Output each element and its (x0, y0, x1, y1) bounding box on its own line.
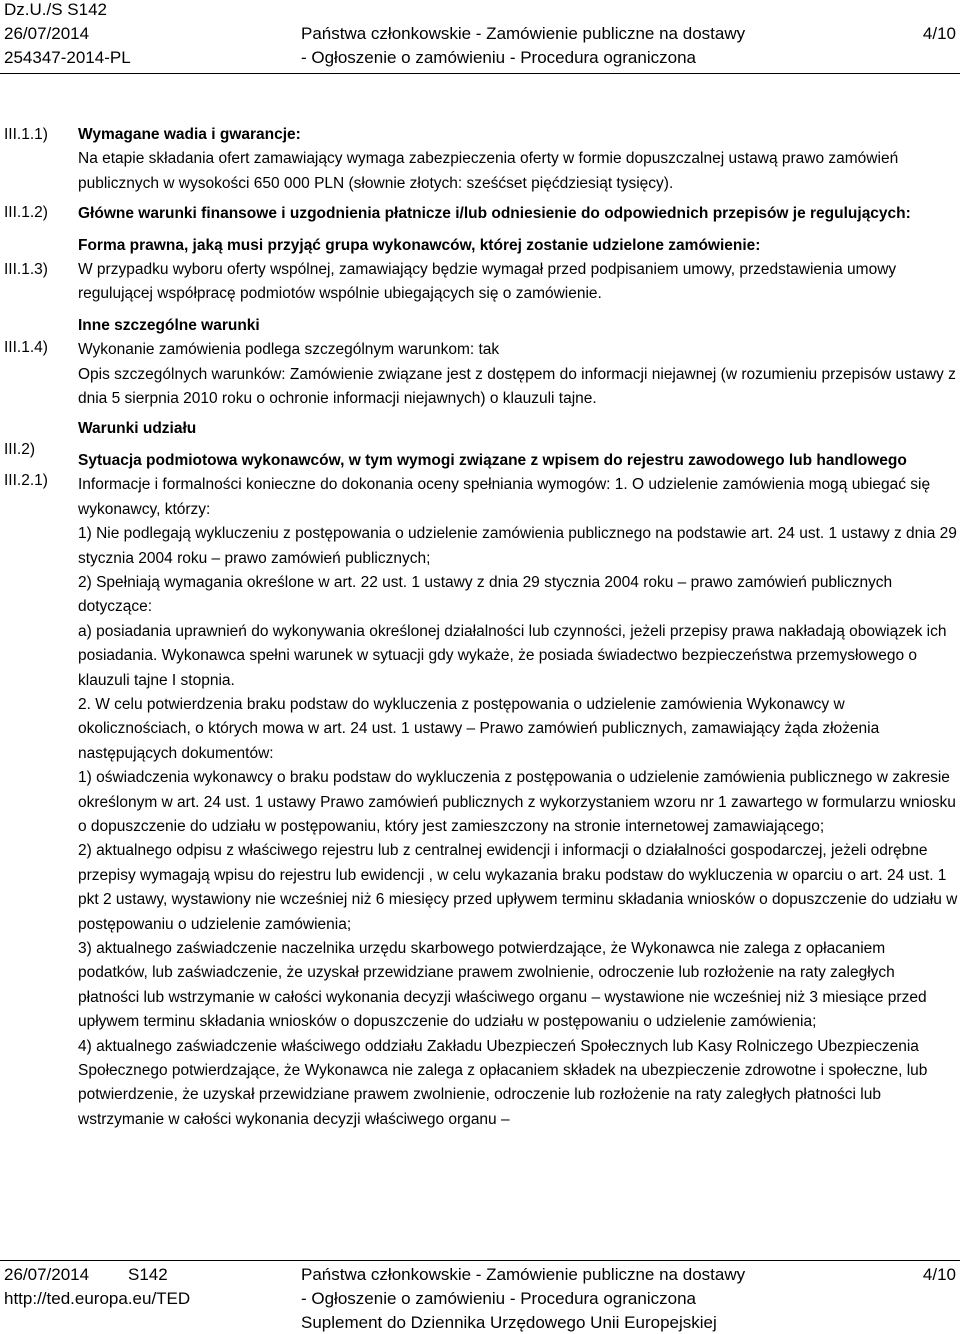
footer-title: Państwa członkowskie - Zamówienie publiczne na dostawy (301, 1265, 746, 1284)
section-heading: Forma prawna, jaką musi przyjąć grupa wykonawców, której zostanie udzielone zamówienie: (78, 236, 761, 254)
section-line: 2) Spełniają wymagania określone w art. 22 ust. 1 ustawy z dnia 29 stycznia 2004 roku – prawo zamówień publicznych dotyczące: (78, 573, 893, 616)
section-line: 3) aktualnego zaświadczenie naczelnika urzędu skarbowego potwierdzające, że Wykonawca nie zalega z opłacaniem podatków, lub zaświadczenie, że uzyskał przewidziane prawem zwolnienie, odroczenie lub rozłożenie na raty zaległych płatności lub wstrzymanie w całości wykonania decyzji właściwego organu – wystawione nie wcześniej niż 3 miesiące przed upływem terminu składania wniosków o dopuszczenie do udziału w postępowaniu o udzielenie zamówienia; (78, 940, 927, 1031)
section-number: III.1.4) (4, 339, 48, 356)
section-number: III.2.1) (4, 472, 48, 489)
section-heading: Sytuacja podmiotowa wykonawców, w tym wymogi związane z wpisem do rejestru zawodowego lub handlowego (78, 451, 907, 469)
section-line: a) posiadania uprawnień do wykonywania określonej działalności lub czynności, jeżeli przepisy prawa nakładają obowiązek ich posiadania. Wykonawca spełni warunek w sytuacji gdy wykaże, że posiada świadectwo bezpieczeństwa przemysłowego o klauzuli tajne I stopnia. (78, 622, 947, 689)
section-number: III.2) (4, 441, 36, 458)
header-page-number: 4/10 (922, 24, 956, 43)
section-line: 2. W celu potwierdzenia braku podstaw do wykluczenia z postępowania o udzielenie zamówienia Wykonawcy w okolicznościach, o których mowa w art. 24 ust. 1 ustawy – Prawo zamówień publicznych, zamawiający żąda złożenia następujących dokumentów: (78, 695, 880, 762)
section-number: III.1.3) (4, 261, 48, 278)
section-heading: Warunki udziału (78, 420, 197, 438)
section-line: 1) Nie podlegają wykluczeniu z postępowania o udzielenie zamówienia publicznego na podstawie art. 24 ust. 1 ustawy z dnia 29 stycznia 2004 roku – prawo zamówień publicznych; (78, 525, 957, 567)
header-notice-id: 254347-2014-PL (4, 48, 131, 67)
section-line: 2) aktualnego odpisu z właściwego rejestru lub z centralnej ewidencji i informacji o działalności gospodarczej, jeżeli odrębne przepisy wymagają wpisu do rejestru lub ewidencji , w celu wykazania braku podstaw do wykluczenia w oparciu o art. 24 ust. 1 pkt 2 ustawy, wystawiony nie wcześniej niż 6 miesięcy przed upływem terminu składania wniosków o dopuszczenie do udziału w postępowaniu o udzielenie zamówienia; (78, 842, 958, 933)
footer-url[interactable]: http://ted.europa.eu/TED (4, 1289, 191, 1308)
section-line: 1) oświadczenia wykonawcy o braku podstaw do wykluczenia z postępowania o udzielenie zamówienia publicznego w zakresie określonym w art. 24 ust. 1 ustawy Prawo zamówień publicznych z wykorzystaniem wzoru nr 1 zawartego w formularzu wniosku o dopuszczenie do udziału w postępowaniu, który jest zamieszczony na stronie internetowej zamawiającego; (78, 769, 956, 835)
footer-date: 26/07/2014 (4, 1265, 90, 1284)
section-number: III.1.1) (4, 126, 48, 143)
document-body (78, 123, 958, 1132)
section-line: Opis szczególnych warunków: Zamówienie związane jest z dostępem do informacji niejawnej (w rozumieniu przepisów ustawy z dnia 5 sierpnia 2010 roku o ochronie informacji niejawnych) o klauzuli tajne. (78, 365, 956, 408)
footer-page-number: 4/10 (922, 1265, 956, 1284)
footer-supplement: Suplement do Dziennika Urzędowego Unii Europejskiej (301, 1313, 717, 1332)
footer-subtitle: - Ogłoszenie o zamówieniu - Procedura ograniczona (301, 1289, 696, 1308)
header-date: 26/07/2014 (4, 24, 90, 43)
section-line: Informacje i formalności konieczne do dokonania oceny spełniania wymogów: 1. O udzielenie zamówienia mogą ubiegać się wykonawcy, którzy: (78, 476, 931, 518)
section-text: Na etapie składania ofert zamawiający wymaga zabezpieczenia oferty w formie dopuszczalnej ustawą prawo zamówień publicznych w wysokości 650 000 PLN (słownie złotych: sześćset pięćdziesiąt tysięcy). (78, 150, 899, 192)
header-subtitle: - Ogłoszenie o zamówieniu - Procedura ograniczona (301, 48, 696, 67)
section-heading: Inne szczególne warunki (78, 316, 260, 334)
section-heading: Główne warunki finansowe i uzgodnienia płatnicze i/lub odniesienie do odpowiednich przepisów je regulujących: (78, 205, 911, 223)
footer-divider (0, 1260, 960, 1261)
section-line: 4) aktualnego zaświadczenie właściwego oddziału Zakładu Ubezpieczeń Społecznych lub Kasy Rolniczego Ubezpieczenia Społecznego potwierdzające, że Wykonawca nie zalega z opłacaniem składek na ubezpieczenie zdrowotne i społeczne, lub potwierdzenie, że uzyskał przewidziane prawem zwolnienie, odroczenie lub rozłożenie na raty zaległych płatności lub wstrzymanie w całości wykonania decyzji właściwego organu – (78, 1037, 928, 1128)
header-journal: Dz.U./S S142 (4, 0, 107, 19)
section-heading: Wymagane wadia i gwarancje: (78, 126, 301, 143)
section-text: W przypadku wyboru oferty wspólnej, zamawiający będzie wymagał przed podpisaniem umowy, przedstawienia umowy regulującej współpracę podmiotów wspólnie ubiegających się o zamówienie. (78, 261, 897, 303)
header-divider (0, 73, 960, 74)
footer-journal-code: S142 (128, 1265, 168, 1284)
section-line: Wykonanie zamówienia podlega szczególnym warunkom: tak (78, 341, 500, 359)
section-number: III.1.2) (4, 204, 48, 221)
header-title: Państwa członkowskie - Zamówienie publiczne na dostawy (301, 24, 746, 43)
